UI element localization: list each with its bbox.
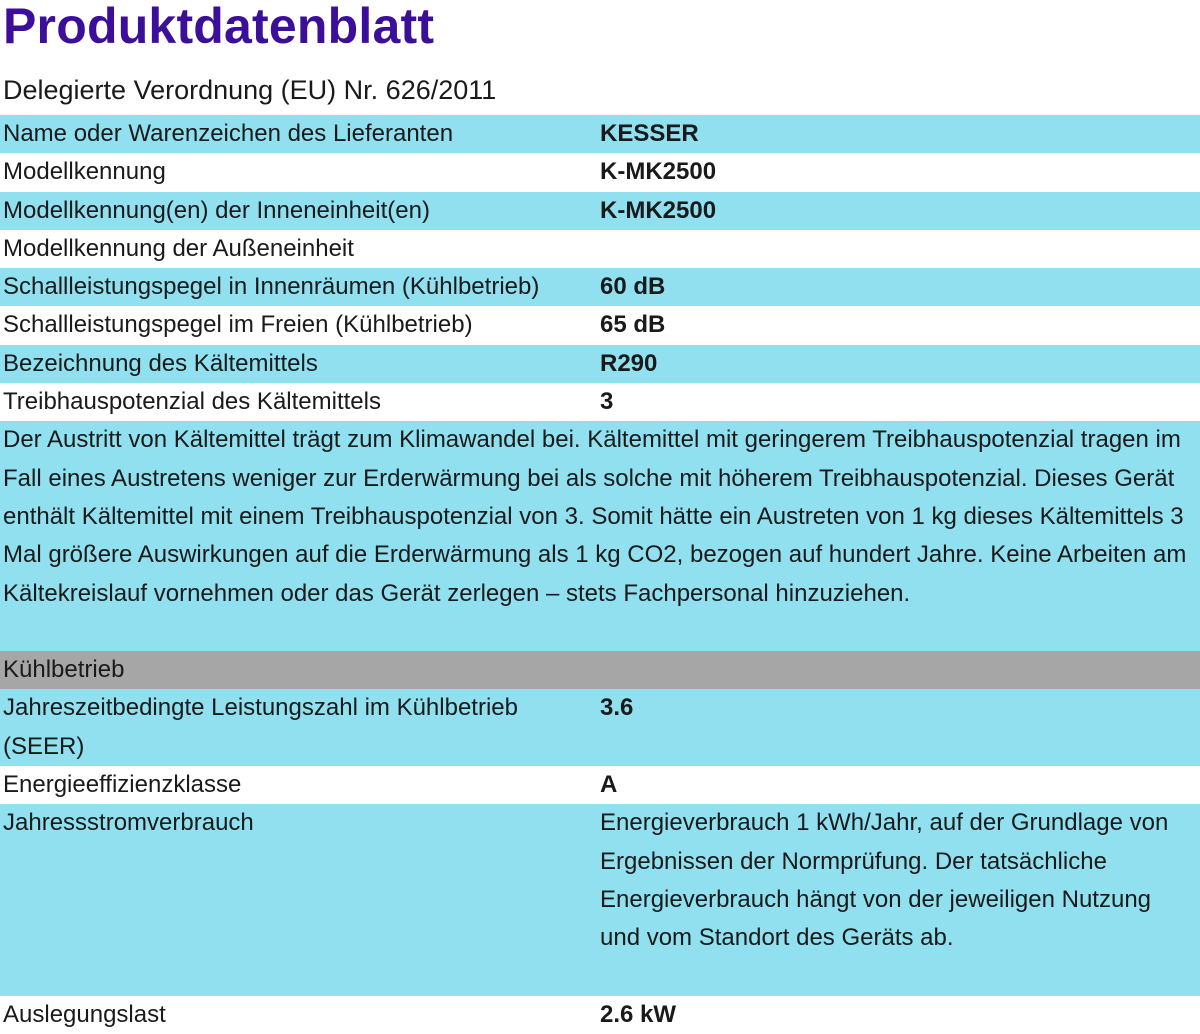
row-label: Modellkennung(en) der Inneneinheit(en) [3, 196, 430, 224]
row-value: K-MK2500 [600, 196, 717, 224]
regulation-subtitle: Delegierte Verordnung (EU) Nr. 626/2011 [3, 75, 497, 105]
table-row [0, 153, 1200, 191]
row-label: Jahreszeitbedingte Leistungszahl im Kühlbetrieb (SEER) [3, 694, 518, 760]
row-value: K-MK2500 [600, 158, 717, 186]
table-row [0, 804, 1200, 996]
refrigerant-notice-row [0, 421, 1200, 651]
row-value: KESSER [600, 120, 699, 147]
row-label: Treibhauspotenzial des Kältemittels [3, 388, 381, 416]
row-value: 60 dB [600, 273, 666, 301]
row-value: Energieverbrauch 1 kWh/Jahr, auf der Grundlage von Ergebnissen der Normprüfung. Der tatsächliche Energieverbrauch hängt von der jeweiligen Nutzung und vom Standort des Geräts ab. [600, 809, 1169, 952]
row-label: Auslegungslast [3, 1000, 166, 1028]
table-row [0, 689, 1200, 766]
row-value: R290 [600, 349, 658, 377]
table-row [0, 766, 1200, 804]
table-row [0, 306, 1200, 344]
row-value: 3 [600, 388, 614, 416]
table-row [0, 383, 1200, 421]
product-data-table [0, 115, 1200, 1034]
table-row [0, 115, 1200, 153]
page-title: Produktdatenblatt [3, 0, 435, 54]
row-label: Jahressstromverbrauch [3, 809, 254, 837]
row-label: Energieeffizienzklasse [3, 771, 242, 799]
table-row [0, 192, 1200, 230]
row-value: 65 dB [600, 311, 666, 339]
refrigerant-notice: Der Austritt von Kältemittel trägt zum Klimawandel bei. Kältemittel mit geringerem Treibhauspotenzial tragen im Fall eines Austretens weniger zur Erderwärmung bei als solche mit höherem Treibhauspotenzial. Dieses Gerät enthält Kältemittel mit einem Treibhauspotenzial von 3. Somit hätte ein Austreten von 1 kg dieses Kältemittels 3 Mal größere Auswirkungen auf die Erderwärmung als 1 kg CO2, bezogen auf hundert Jahre. Keine Arbeiten am Kältekreislauf vornehmen oder das Gerät zerlegen – stets Fachpersonal hinzuziehen. [3, 426, 1187, 607]
row-label: Bezeichnung des Kältemittels [3, 349, 318, 377]
row-value: A [600, 771, 618, 799]
row-label: Modellkennung der Außeneinheit [3, 234, 354, 262]
section-header-cooling [0, 651, 1200, 689]
row-label: Schallleistungspegel in Innenräumen (Kühlbetrieb) [3, 273, 540, 301]
row-label: Modellkennung [3, 158, 166, 186]
row-label: Name oder Warenzeichen des Lieferanten [3, 120, 454, 147]
table-row [0, 230, 1200, 268]
section-title: Kühlbetrieb [3, 656, 125, 684]
row-value: 2.6 kW [600, 1000, 677, 1028]
table-row [0, 345, 1200, 383]
table-row [0, 996, 1200, 1034]
row-value: 3.6 [600, 694, 634, 722]
row-label: Schallleistungspegel im Freien (Kühlbetrieb) [3, 311, 473, 339]
table-row [0, 268, 1200, 306]
